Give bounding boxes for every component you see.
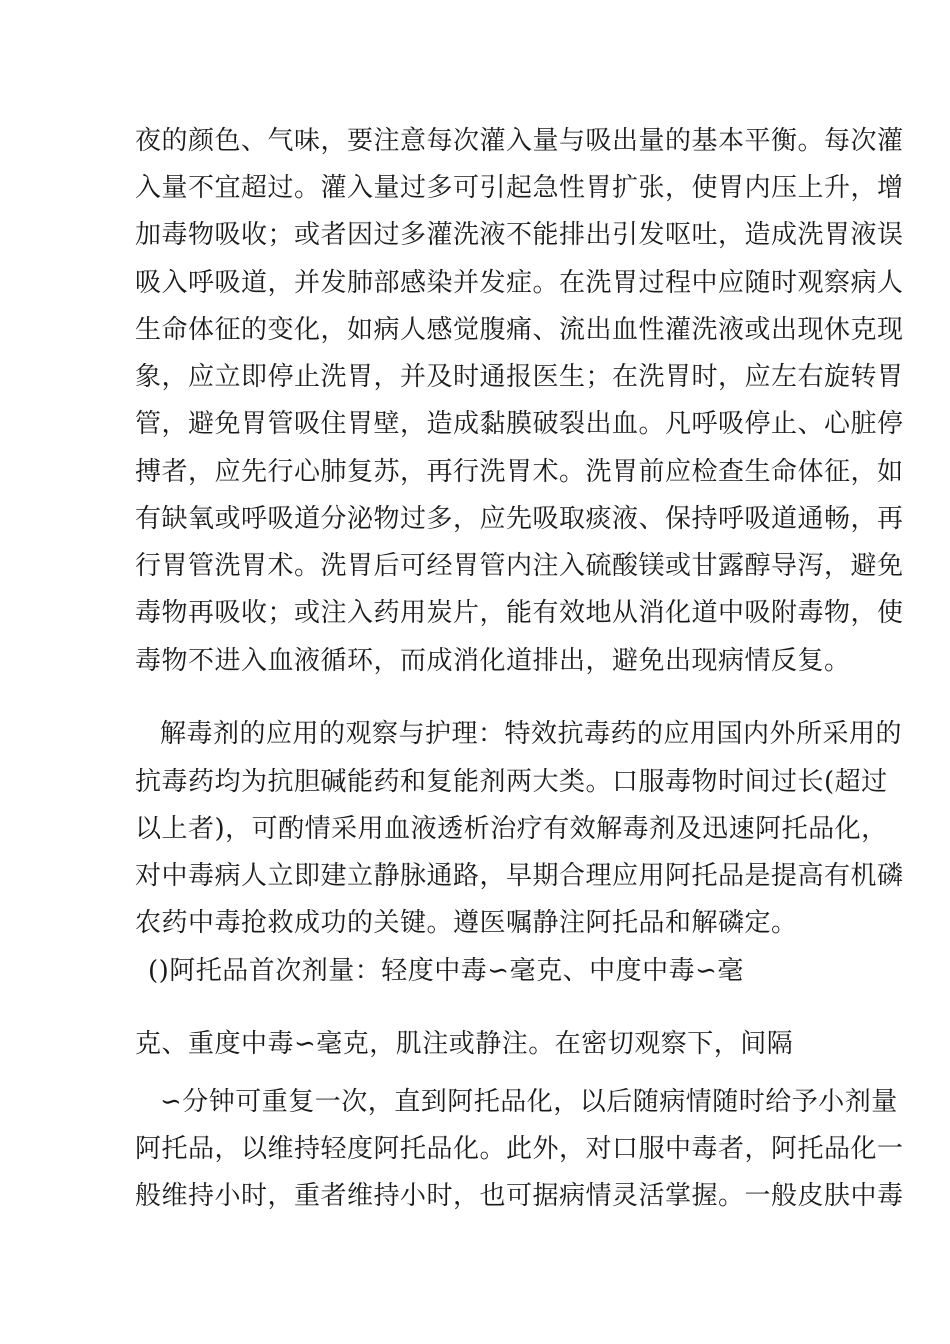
text-line: ()阿托品首次剂量：轻度中毒∽毫克、中度中毒∽毫 xyxy=(148,956,744,986)
text-line: 行胃管洗胃术。洗胃后可经胃管内注入硫酸镁或甘露醇导泻，避免 xyxy=(135,551,904,581)
text-line: 搏者，应先行心肺复苏，再行洗胃术。洗胃前应检查生命体征，如 xyxy=(135,457,904,487)
text-line: 夜的颜色、气味，要注意每次灌入量与吸出量的基本平衡。每次灌 xyxy=(135,126,904,156)
text-line: 阿托品，以维持轻度阿托品化。此外，对口服中毒者，阿托品化一 xyxy=(135,1134,904,1164)
text-line: ∽分钟可重复一次，直到阿托品化，以后随病情随时给予小剂量 xyxy=(160,1087,898,1117)
text-line: 毒物不进入血液循环，而成消化道排出，避免出现病情反复。 xyxy=(135,646,851,676)
text-line: 入量不宜超过。灌入量过多可引起急性胃扩张，使胃内压上升，增 xyxy=(135,173,904,203)
text-line: 以上者)，可酌情采用血液透析治疗有效解毒剂及迅速阿托品化， xyxy=(135,814,888,844)
text-line: 克、重度中毒∽毫克，肌注或静注。在密切观察下，间隔 xyxy=(135,1029,794,1059)
text-line: 象，应立即停止洗胃，并及时通报医生；在洗胃时，应左右旋转胃 xyxy=(135,362,904,392)
text-line: 管，避免胃管吸住胃壁，造成黏膜破裂出血。凡呼吸停止、心脏停 xyxy=(135,409,904,439)
text-line: 毒物再吸收；或注入药用炭片，能有效地从消化道中吸附毒物，使 xyxy=(135,598,904,628)
text-line: 解毒剂的应用的观察与护理：特效抗毒药的应用国内外所采用的 xyxy=(160,719,903,749)
text-line: 吸入呼吸道，并发肺部感染并发症。在洗胃过程中应随时观察病人 xyxy=(135,268,904,298)
text-line: 有缺氧或呼吸道分泌物过多，应先吸取痰液、保持呼吸道通畅，再 xyxy=(135,504,904,534)
text-line: 生命体征的变化，如病人感觉腹痛、流出血性灌洗液或出现休克现 xyxy=(135,315,904,345)
text-line: 般维持小时，重者维持小时，也可据病情灵活掌握。一般皮肤中毒 xyxy=(135,1181,904,1211)
text-line: 对中毒病人立即建立静脉通路，早期合理应用阿托品是提高有机磷 xyxy=(135,861,904,891)
text-line: 农药中毒抢救成功的关键。遵医嘱静注阿托品和解磷定。 xyxy=(135,908,798,938)
text-line: 加毒物吸收；或者因过多灌洗液不能排出引发呕吐，造成洗胃液误 xyxy=(135,220,904,250)
text-line: 抗毒药均为抗胆碱能药和复能剂两大类。口服毒物时间过长(超过 xyxy=(135,767,888,797)
